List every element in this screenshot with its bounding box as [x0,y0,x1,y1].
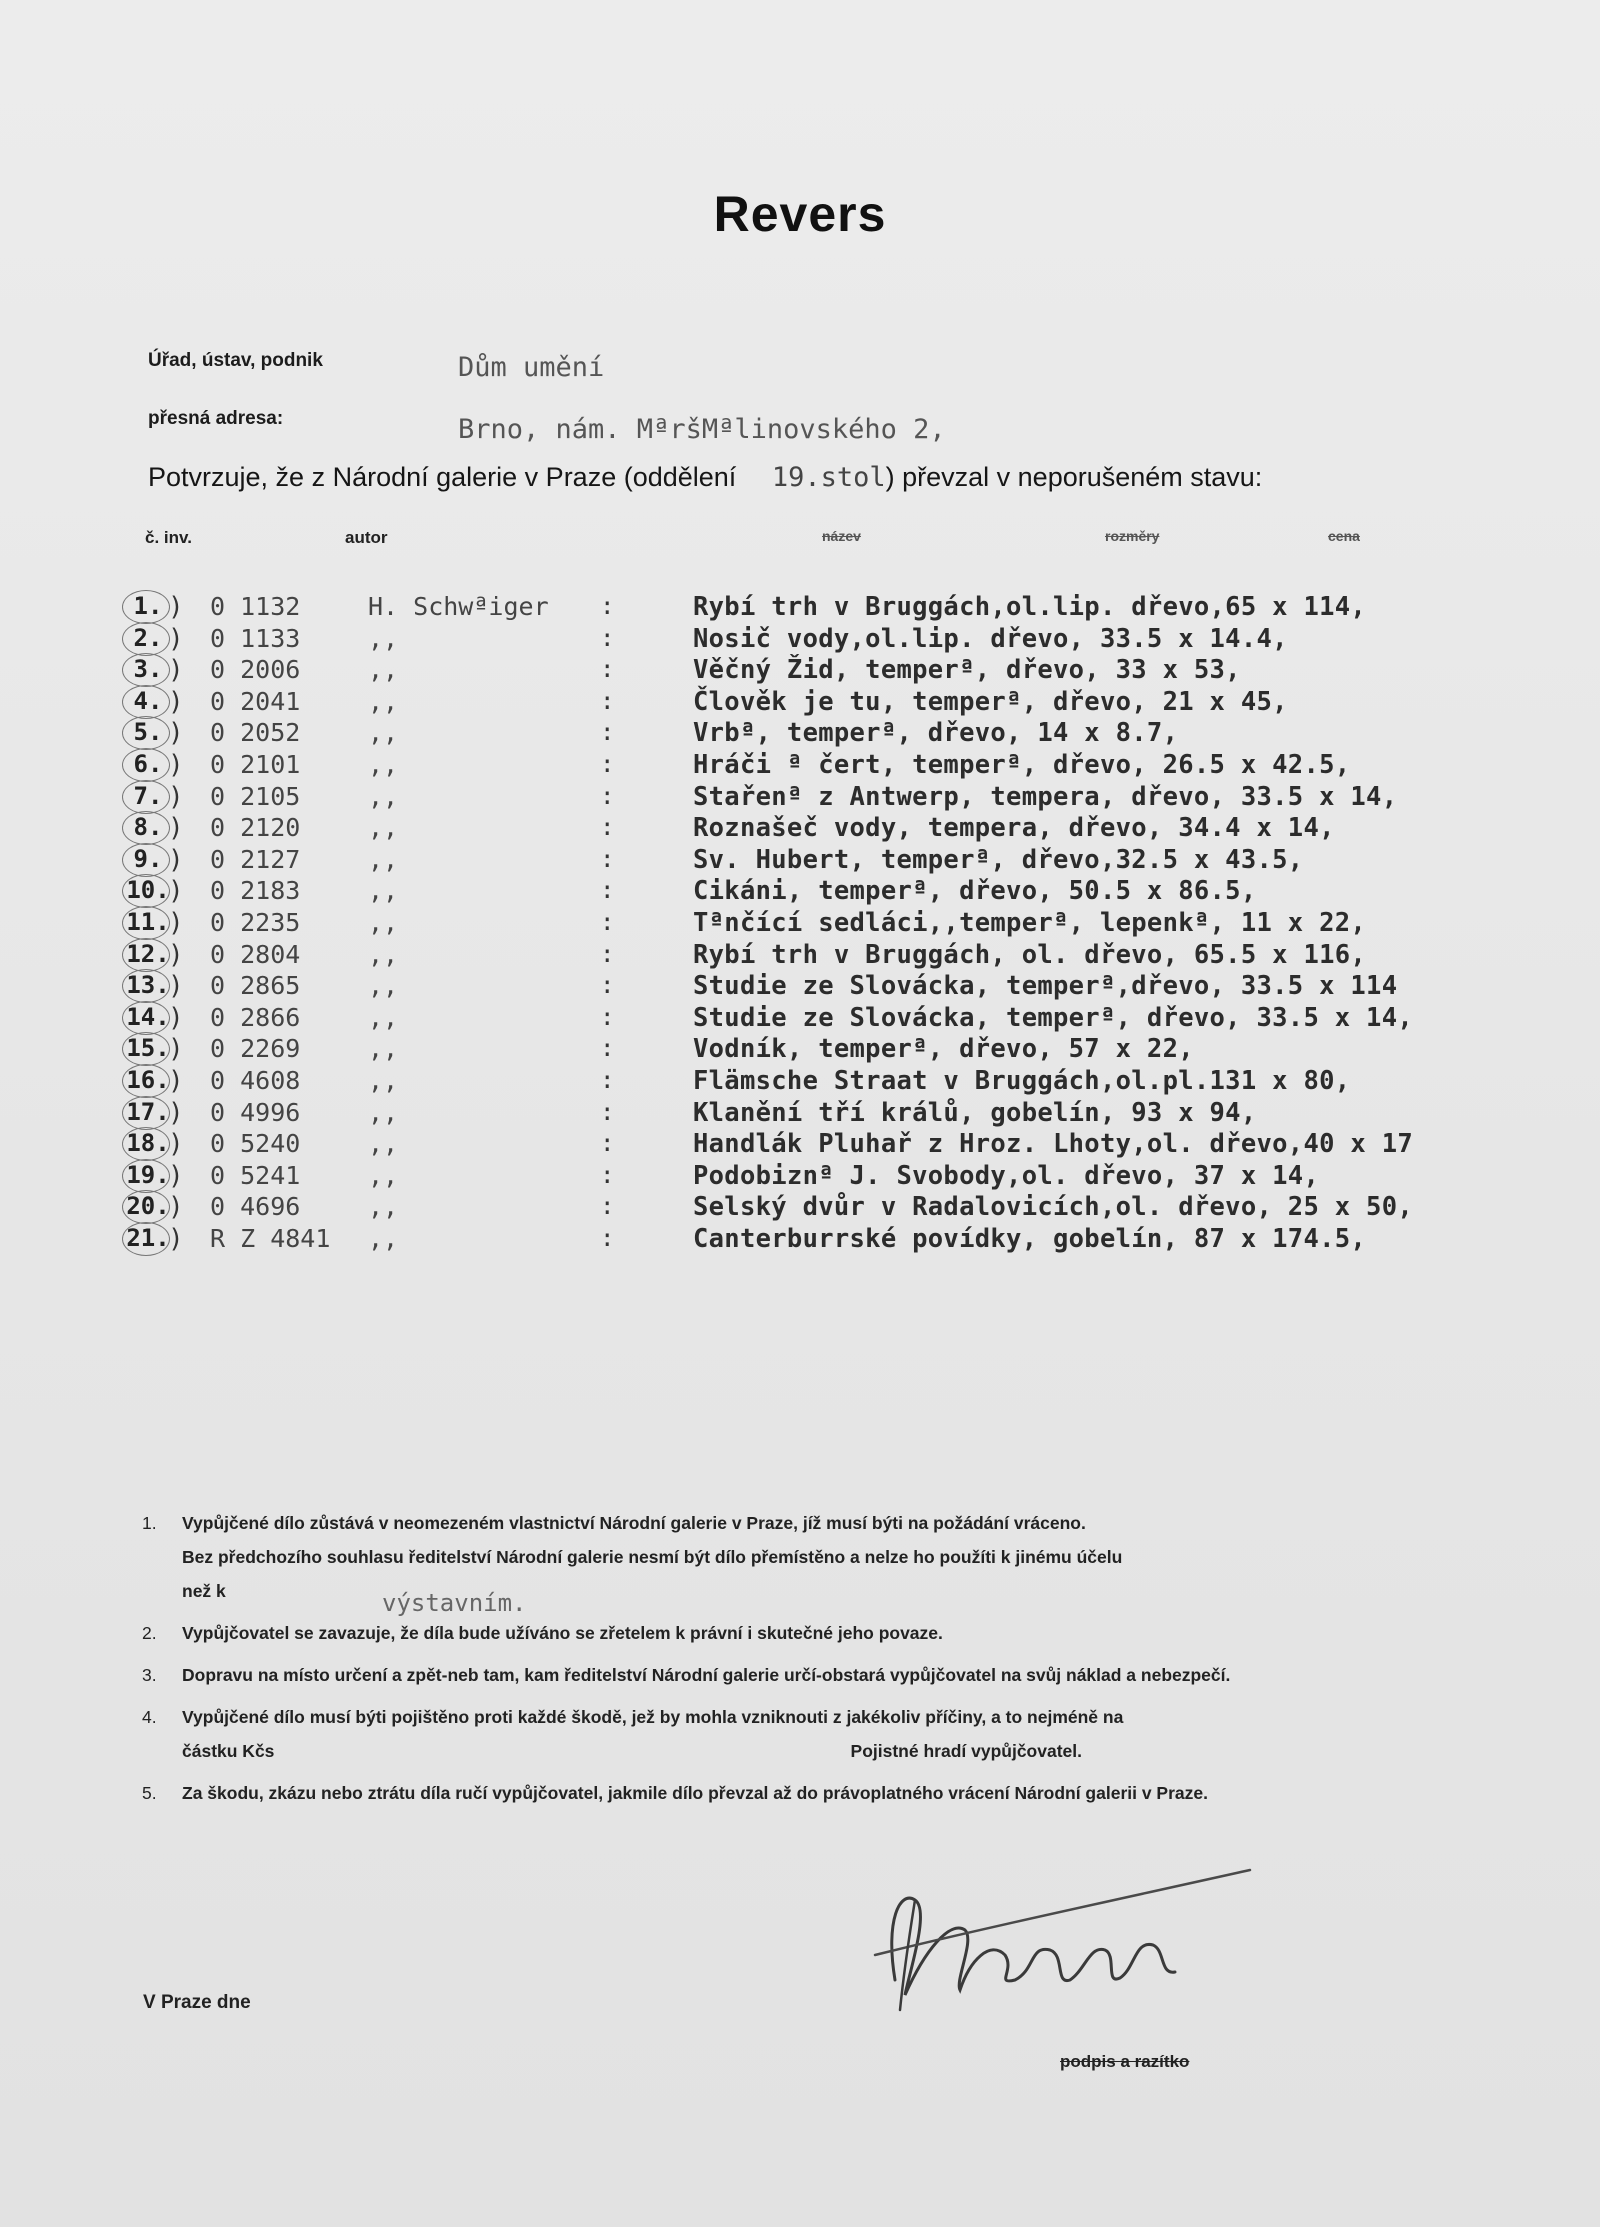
item-separator: : [600,623,615,652]
item-description: Handlák Pluhař z Hroz. Lhoty,ol. dřevo,40 x 17 [693,1129,1414,1160]
confirmation-line [148,462,1262,493]
item-author: ,, [368,781,399,811]
item-description: Cikáni, temperª, dřevo, 50.5 x 86.5, [693,876,1257,907]
item-description: Rybí trh v Bruggách,ol.lip. dřevo,65 x 114, [693,592,1367,622]
item-inventory-number: 0 2235 [210,907,301,937]
items-list [118,592,1578,1255]
item-separator: : [600,1129,615,1158]
item-number-paren: ) [168,686,184,717]
item-number: 15. [118,1034,178,1062]
item-number: 9. [118,845,178,873]
item-number: 14. [118,1003,178,1031]
item-inventory-number: 0 2183 [210,876,301,906]
item-author: ,, [368,623,399,653]
item-separator: : [600,876,615,905]
item-row [118,845,1578,877]
item-number: 19. [118,1161,178,1189]
item-inventory-number: 0 2127 [210,844,301,874]
department-value: 19.stol [771,462,886,493]
item-description: Věčný Žid, temperª, dřevo, 33 x 53, [693,655,1241,686]
item-number: 18. [118,1129,178,1157]
item-author: ,, [368,1002,399,1032]
item-number-paren: ) [168,1034,184,1065]
item-number-paren: ) [168,1192,184,1223]
item-number-paren: ) [168,749,184,780]
item-separator: : [600,939,615,968]
item-author: ,, [368,844,399,874]
item-number-paren: ) [168,876,184,907]
item-separator: : [600,1034,615,1063]
item-number: 8. [118,813,178,841]
item-separator: : [600,1192,615,1221]
term-4-insurance [182,1734,1382,1768]
item-number-paren: ) [168,1160,184,1191]
term-1-typed-purpose: výstavním. [382,1589,527,1617]
term-1-text-c: než k [182,1581,226,1601]
term-4-number: 4. [142,1707,157,1727]
item-row [118,1129,1578,1161]
item-separator: : [600,1223,615,1252]
place-date-label: V Praze dne [143,1992,251,2013]
item-row [118,813,1578,845]
item-inventory-number: 0 2866 [210,1002,301,1032]
item-separator: : [600,686,615,715]
item-inventory-number: 0 4608 [210,1065,301,1095]
item-number: 2. [118,624,178,652]
item-separator: : [600,592,615,620]
term-4-text: Vypůjčené dílo musí býti pojištěno proti každé škodě, jež by mohla vzniknouti z jakékoliv příčiny, a to nejméně na [182,1707,1124,1727]
item-description: Vrbª, temperª, dřevo, 14 x 8.7, [693,718,1179,749]
item-number-paren: ) [168,971,184,1002]
item-description: Člověk je tu, temperª, dřevo, 21 x 45, [693,686,1288,717]
column-header-size: rozměry [1105,528,1160,544]
column-header-name: název [822,528,861,544]
item-row [118,971,1578,1003]
item-number-paren: ) [168,623,184,654]
item-author: H. Schwªiger [368,592,549,621]
item-separator: : [600,813,615,842]
item-description: Sv. Hubert, temperª, dřevo,32.5 x 43.5, [693,844,1304,875]
item-number: 10. [118,876,178,904]
item-description: Studie ze Slovácka, temperª, dřevo, 33.5 x 14, [693,1002,1414,1033]
column-header-inv: č. inv. [145,528,192,547]
item-separator: : [600,718,615,747]
item-inventory-number: 0 5241 [210,1160,301,1190]
item-author: ,, [368,813,399,843]
item-author: ,, [368,1160,399,1190]
item-description: Canterburrské povídky, gobelín, 87 x 174.5, [693,1223,1367,1254]
item-author: ,, [368,971,399,1001]
item-description: Stařenª z Antwerp, tempera, dřevo, 33.5 x 14, [693,781,1398,812]
item-number: 7. [118,782,178,810]
item-author: ,, [368,686,399,716]
item-inventory-number: 0 2269 [210,1034,301,1064]
item-author: ,, [368,1192,399,1222]
item-number: 12. [118,940,178,968]
term-5-text: Za škodu, zkázu nebo ztrátu díla ručí vypůjčovatel, jakmile dílo převzal až do právoplatného vrácení Národní galerii v Praze. [182,1783,1208,1803]
item-author: ,, [368,907,399,937]
item-number: 21. [118,1224,178,1252]
item-row [118,1098,1578,1130]
term-4 [142,1700,1462,1768]
item-number: 4. [118,687,178,715]
item-number-paren: ) [168,655,184,686]
item-inventory-number: 0 5240 [210,1129,301,1159]
item-number: 20. [118,1192,178,1220]
item-row [118,718,1578,750]
item-number-paren: ) [168,813,184,844]
item-inventory-number: 0 2101 [210,749,301,779]
item-description: Vodník, temperª, dřevo, 57 x 22, [693,1034,1194,1065]
item-description: Flämsche Straat v Bruggách,ol.pl.131 x 80, [693,1065,1351,1096]
item-number-paren: ) [168,844,184,875]
item-row [118,782,1578,814]
item-inventory-number: 0 1132 [210,592,301,621]
item-number-paren: ) [168,1223,184,1254]
item-number-paren: ) [168,781,184,812]
item-description: Studie ze Slovácka, temperª,dřevo, 33.5 x 114 [693,971,1398,1002]
item-separator: : [600,971,615,1000]
confirmation-text-start: Potvrzuje, že z Národní galerie v Praze (oddělení [148,462,737,492]
term-5-number: 5. [142,1783,157,1803]
item-inventory-number: 0 2006 [210,655,301,685]
item-number-paren: ) [168,939,184,970]
item-description: Tªnčící sedláci,,temperª, lepenkª, 11 x 22, [693,907,1367,938]
item-row [118,1034,1578,1066]
item-row [118,1161,1578,1193]
confirmation-text-end: ) převzal v neporušeném stavu: [885,462,1263,492]
term-1-number: 1. [142,1513,157,1533]
item-separator: : [600,907,615,936]
item-row [118,624,1578,656]
item-inventory-number: 0 4996 [210,1097,301,1127]
term-3-number: 3. [142,1665,157,1685]
item-inventory-number: 0 2105 [210,781,301,811]
address-label: přesná adresa: [148,408,284,429]
item-separator: : [600,1160,615,1189]
item-description: Podobiznª J. Svobody,ol. dřevo, 37 x 14, [693,1160,1320,1191]
item-number-paren: ) [168,592,184,622]
item-inventory-number: 0 2052 [210,718,301,748]
term-1-text-b: Bez předchozího souhlasu ředitelství Národní galerie nesmí být dílo přemístěno a nelze ho použíti k jinému účelu [182,1547,1123,1567]
item-description: Roznašeč vody, tempera, dřevo, 34.4 x 14, [693,813,1335,844]
item-author: ,, [368,876,399,906]
item-number-paren: ) [168,1097,184,1128]
item-inventory-number: 0 2804 [210,939,301,969]
item-author: ,, [368,1097,399,1127]
item-description: Hráči ª čert, temperª, dřevo, 26.5 x 42.5, [693,749,1351,780]
item-row [118,592,1578,624]
item-number-paren: ) [168,1002,184,1033]
item-author: ,, [368,1223,399,1253]
term-1-purpose [182,1574,1462,1617]
item-row [118,876,1578,908]
item-number-paren: ) [168,1129,184,1160]
item-row [118,1066,1578,1098]
item-inventory-number: 0 4696 [210,1192,301,1222]
item-number: 6. [118,750,178,778]
office-value: Dům umění [458,352,605,383]
item-number: 1. [118,592,178,620]
term-4-premium: Pojistné hradí vypůjčovatel. [850,1741,1082,1761]
item-separator: : [600,749,615,778]
item-number: 11. [118,908,178,936]
term-3-text: Dopravu na místo určení a zpět-neb tam, kam ředitelství Národní galerie určí-obstará vypůjčovatel na svůj náklad a nebezpečí. [182,1665,1231,1685]
column-header-value: cena [1328,528,1360,544]
item-separator: : [600,1065,615,1094]
item-number: 17. [118,1098,178,1126]
item-author: ,, [368,718,399,748]
item-row [118,687,1578,719]
item-author: ,, [368,749,399,779]
item-author: ,, [368,939,399,969]
term-1 [142,1506,1462,1617]
item-description: Selský dvůr v Radalovicích,ol. dřevo, 25 x 50, [693,1192,1414,1223]
item-number: 5. [118,718,178,746]
item-number-paren: ) [168,718,184,749]
item-number: 3. [118,655,178,683]
item-separator: : [600,1002,615,1031]
item-row [118,750,1578,782]
item-author: ,, [368,655,399,685]
item-inventory-number: 0 2041 [210,686,301,716]
item-author: ,, [368,1129,399,1159]
item-row [118,940,1578,972]
column-header-author: autor [345,528,388,547]
item-row [118,1224,1578,1256]
item-number: 16. [118,1066,178,1094]
office-label: Úřad, ústav, podnik [148,350,323,371]
item-separator: : [600,655,615,684]
item-description: Klanění tří králů, gobelín, 93 x 94, [693,1097,1257,1128]
item-separator: : [600,1097,615,1126]
term-2 [142,1616,1462,1650]
item-description: Nosič vody,ol.lip. dřevo, 33.5 x 14.4, [693,623,1288,654]
item-number: 13. [118,971,178,999]
item-inventory-number: 0 2865 [210,971,301,1001]
term-3 [142,1658,1462,1692]
item-inventory-number: 0 2120 [210,813,301,843]
address-value: Brno, nám. MªršMªlinovského 2, [458,414,946,445]
handwritten-signature [855,1860,1255,2030]
term-2-number: 2. [142,1623,157,1643]
item-author: ,, [368,1034,399,1064]
terms-section [142,1506,1462,1818]
item-inventory-number: R Z 4841 [210,1223,331,1253]
document-title: Revers [713,186,887,242]
signature-label: podpis a razítko [1060,2052,1190,2071]
item-row [118,1192,1578,1224]
item-row [118,908,1578,940]
item-number-paren: ) [168,907,184,938]
term-5 [142,1776,1462,1810]
item-author: ,, [368,1065,399,1095]
term-1-text-a: Vypůjčené dílo zůstává v neomezeném vlastnictví Národní galerie v Praze, jíž musí býti na požádání vráceno. [182,1513,1086,1533]
item-number-paren: ) [168,1065,184,1096]
term-4-amount-label: částku Kčs [182,1741,275,1761]
item-row [118,655,1578,687]
item-separator: : [600,781,615,810]
item-inventory-number: 0 1133 [210,623,301,653]
item-row [118,1003,1578,1035]
item-separator: : [600,844,615,873]
item-description: Rybí trh v Bruggách, ol. dřevo, 65.5 x 116, [693,939,1367,970]
term-2-text: Vypůjčovatel se zavazuje, že díla bude užíváno se zřetelem k právní i skutečné jeho povaze. [182,1623,943,1643]
